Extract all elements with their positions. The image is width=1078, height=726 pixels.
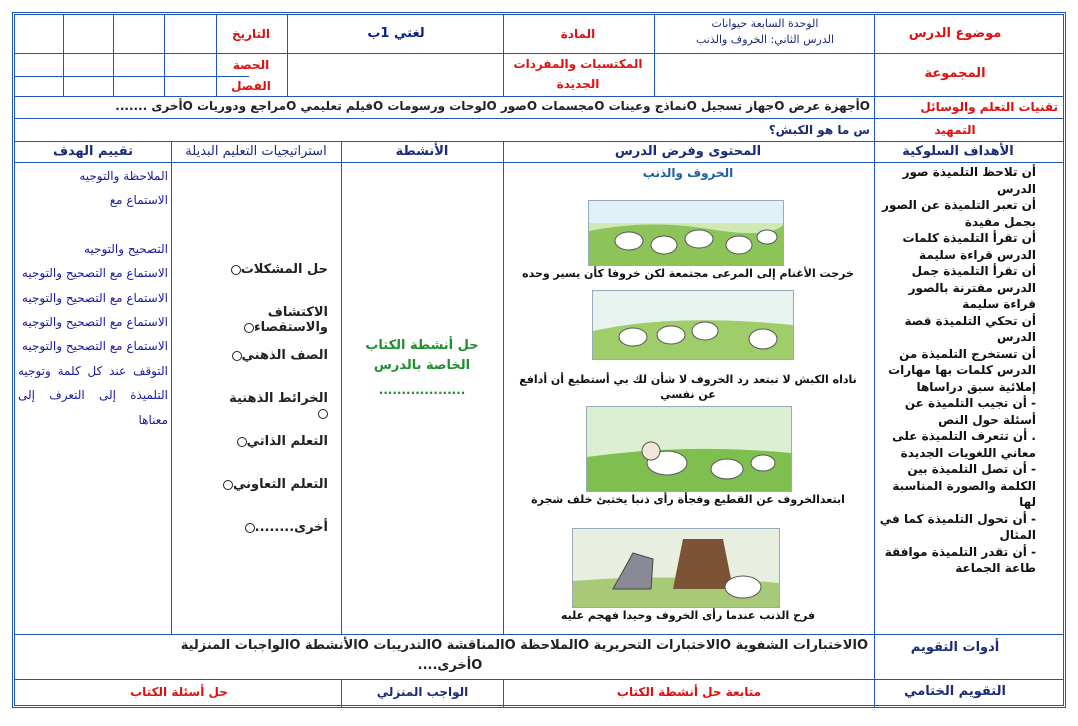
assessment-option[interactable]: Oالمناقشة xyxy=(446,638,516,653)
radio-circle-icon xyxy=(231,265,241,275)
evaluation-list xyxy=(18,164,168,432)
assessment-option[interactable]: Oالملاحظة xyxy=(520,638,590,653)
radio-circle-icon: O xyxy=(431,638,443,653)
radio-circle-icon xyxy=(237,437,247,447)
evaluation-item: التوقف عند كل كلمة وتوجيه التلميذة إلى التعرف إلى معناها xyxy=(18,363,168,427)
story-picture-3 xyxy=(586,406,792,492)
radio-circle-icon: O xyxy=(856,638,868,653)
radio-circle-icon: O xyxy=(486,99,497,113)
story-caption-4: فرح الذنب عندما رأى الخروف وحيدا فهجم عليه xyxy=(560,609,816,622)
evaluation-item: الاستماع مع التصحيح والتوجيه xyxy=(21,315,168,330)
strategy-item[interactable]: أخرى........ xyxy=(208,520,328,535)
radio-circle-icon: O xyxy=(471,658,483,673)
objective-item: أن تلاحظ التلميذة صور الدرس xyxy=(902,165,1036,196)
radio-circle-icon xyxy=(223,480,233,490)
final-label: التقويم الختامي xyxy=(904,684,1006,699)
assessment-label: أدوات التقويم xyxy=(910,640,1000,655)
intro-question: س ما هو الكبش؟ xyxy=(768,123,870,137)
tools-option[interactable]: Oأجهزة عرض xyxy=(788,99,870,113)
objectives-list xyxy=(878,164,1036,577)
unit-line: الوحدة السابعة حيوانات xyxy=(711,17,819,30)
date-label: التاريخ xyxy=(231,27,271,41)
content-title: الخروف والذنب xyxy=(642,166,734,180)
objective-item: أن تحكي التلميذة قصة الدرس xyxy=(904,313,1036,344)
radio-circle-icon: O xyxy=(594,99,605,113)
objective-item: - أن تقدر التلميذة موافقة طاعة الجماعة xyxy=(884,544,1036,575)
col-strategies: استراتيجيات التعليم البديلة xyxy=(185,144,327,159)
radio-circle-icon: O xyxy=(774,99,785,113)
grid-line xyxy=(15,162,1063,163)
tools-option[interactable]: Oجهاز تسجيل xyxy=(701,99,785,113)
story-caption-3: ابتعدالخروف عن القطيع وفجأة رأى ذنبا يختبئ خلف شجرة xyxy=(531,493,845,506)
evaluation-item: الاستماع مع xyxy=(109,193,168,208)
objective-item: . أن تتعرف التلميذة على معاني اللغويات الجديدة xyxy=(892,429,1036,460)
assessment-other[interactable]: Oأخرى.... xyxy=(417,658,483,673)
tools-option[interactable]: Oمراجع ودوريات xyxy=(196,99,297,113)
tools-option[interactable]: Oلوحات ورسومات xyxy=(387,99,497,113)
strategy-item[interactable]: التعلم الذاتي xyxy=(208,434,328,449)
period-label: الحصة xyxy=(232,58,270,72)
radio-circle-icon: O xyxy=(286,99,297,113)
radio-circle-icon: O xyxy=(578,638,590,653)
story-picture-4 xyxy=(572,528,780,608)
story-picture-1 xyxy=(588,200,784,266)
radio-circle-icon: O xyxy=(357,638,369,653)
group-label: المجموعة xyxy=(924,66,986,81)
evaluation-item: الملاحظة والتوجيه xyxy=(79,169,168,183)
radio-circle-icon: O xyxy=(719,638,732,653)
class-label: الفصل xyxy=(231,79,271,93)
evaluation-item: الاستماع مع التصحيح والتوجيه xyxy=(21,339,168,354)
assessment-option[interactable]: Oالأنشطة xyxy=(304,638,369,653)
radio-circle-icon: O xyxy=(372,99,384,113)
radio-circle-icon xyxy=(244,323,254,333)
radio-circle-icon: O xyxy=(182,99,193,113)
activities-text: حل أنشطة الكتاب الخاصة بالدرس xyxy=(365,338,479,373)
radio-circle-icon: O xyxy=(289,638,301,653)
story-caption-1: خرجت الأغنام إلى المرعى مجتمعة لكن خروفا كأن يسير وحده xyxy=(522,267,854,280)
lesson-topic-label: موضوع الدرس xyxy=(908,26,1002,41)
vocab-label: المكتسبات والمفردات الجديدة xyxy=(513,57,643,91)
radio-circle-icon xyxy=(232,351,242,361)
assessment-option[interactable]: Oالاختبارات التحريرية xyxy=(593,638,732,653)
grid-line xyxy=(15,118,1063,119)
objective-item: أن تقرأ التلميذة جمل الدرس مقترنة بالصور قراءة سليمة xyxy=(908,264,1036,311)
objective-item: - أن تصل التلميذة بين الكلمة والصورة المناسبة لها xyxy=(892,462,1036,509)
col-content: المحتوى وفرض الدرس xyxy=(614,144,762,159)
objective-item: أن تقرأ التلميذة كلمات الدرس قراءة سليمة xyxy=(902,231,1036,262)
grid-line xyxy=(15,96,1063,97)
grid-line xyxy=(15,76,249,77)
objective-item: أن تستخرج التلميذة من الدرس كلمات بها مهارات إملائية سبق دراساها xyxy=(888,346,1036,394)
lesson-line: الدرس الثاني: الخروف والذنب xyxy=(695,33,835,46)
tools-option[interactable]: Oفيلم تعليمي xyxy=(300,99,384,113)
tools-options xyxy=(20,99,870,113)
assessment-option[interactable]: Oالاختبارات الشفوية xyxy=(735,638,868,653)
assessment-option[interactable]: Oالتدريبات xyxy=(373,638,443,653)
col-evaluation: تقييم الهدف xyxy=(52,144,134,159)
evaluation-item: الاستماع مع التصحيح والتوجيه xyxy=(21,290,168,305)
evaluation-item: التصحيح والتوجيه xyxy=(83,241,168,256)
subject-label: المادة xyxy=(560,27,596,41)
strategy-item[interactable]: الخرائط الذهنية xyxy=(208,391,328,421)
radio-circle-icon: O xyxy=(504,638,516,653)
objective-item: - أن تحول التلميذة كما في المثال xyxy=(879,511,1036,542)
radio-circle-icon xyxy=(318,409,328,419)
activities-dots: ................... xyxy=(378,383,466,397)
strategy-item[interactable]: حل المشكلات xyxy=(208,262,328,277)
radio-circle-icon: O xyxy=(859,99,870,113)
strategy-item[interactable]: الصف الذهني xyxy=(208,348,328,363)
grid-line xyxy=(15,141,1063,142)
story-picture-2 xyxy=(592,290,794,360)
radio-circle-icon: O xyxy=(686,99,697,113)
radio-circle-icon: O xyxy=(526,99,538,113)
col-objectives: الأهداف السلوكية xyxy=(902,144,1014,159)
radio-circle-icon xyxy=(245,523,255,533)
objective-item: أن تعبر التلميذة عن الصور بجمل مفيدة xyxy=(882,198,1036,229)
homework-label: الواجب المنزلي xyxy=(376,685,469,699)
subject-value: لغتي 1ب xyxy=(367,26,425,41)
evaluation-item: الاستماع مع التصحيح والتوجيه xyxy=(21,266,168,281)
strategy-item[interactable]: التعلم التعاوني xyxy=(208,477,328,492)
strategy-item[interactable]: الاكتشاف والاستقصاء xyxy=(208,305,328,335)
assessment-options xyxy=(40,638,868,653)
intro-label: التمهيد xyxy=(934,123,976,137)
objective-item: - أن تجيب التلميذة عن أسئلة حول النص xyxy=(904,396,1036,427)
grid-line xyxy=(15,679,1063,680)
evaluation-item xyxy=(18,213,168,237)
tools-option[interactable]: Oنماذج وعينات xyxy=(608,99,697,113)
col-activities: الأنشطة xyxy=(395,144,449,159)
homework-value: حل أسئلة الكتاب xyxy=(130,685,228,699)
tools-option[interactable]: Oمجسمات xyxy=(541,99,605,113)
assessment-option[interactable]: Oالواجبات المنزلية xyxy=(180,638,301,653)
tools-label: تقنيات التعلم والوسائل xyxy=(920,100,1058,114)
final-value: متابعة حل أنشطة الكتاب xyxy=(616,685,762,699)
tools-option[interactable]: Oأخرى ....... xyxy=(115,99,193,113)
story-caption-2: ناداه الكبش لا تبتعد رد الخروف لا شأن لك بي أستطيع أن أدافع عن نفسي xyxy=(519,373,857,401)
tools-option[interactable]: Oصور xyxy=(500,99,538,113)
grid-line xyxy=(15,634,1063,635)
